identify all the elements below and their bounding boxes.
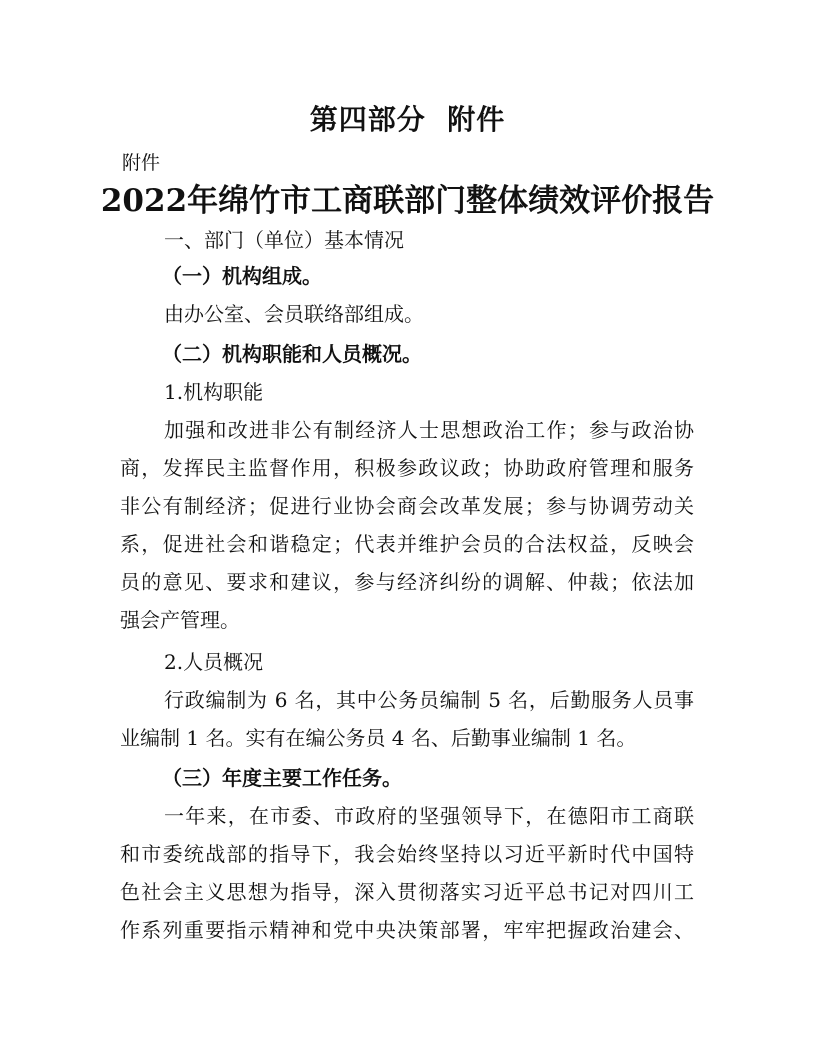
section-heading-basic-info: 一、部门（单位）基本情况: [164, 228, 404, 252]
functions-line: 强会产管理。: [120, 608, 240, 632]
organization-text: 由办公室、会员联络部组成。: [164, 302, 424, 326]
functions-line: 商，发挥民主监督作用，积极参政议政；协助政府管理和服务: [120, 456, 694, 480]
item-label-functions: 1.机构职能: [164, 380, 264, 404]
subsection-heading-functions-staff: （二）机构职能和人员概况。: [162, 342, 422, 366]
tasks-line: 和市委统战部的指导下，我会始终坚持以习近平新时代中国特: [120, 842, 694, 866]
functions-line: 加强和改进非公有制经济人士思想政治工作；参与政治协: [164, 418, 694, 442]
report-title: 2022年绵竹市工商联部门整体绩效评价报告: [100, 183, 715, 219]
staff-line: 行政编制为 6 名，其中公务员编制 5 名，后勤服务人员事: [164, 688, 694, 712]
item-label-staff: 2.人员概况: [164, 650, 264, 674]
functions-line: 非公有制经济；促进行业协会商会改革发展；参与协调劳动关: [120, 494, 694, 518]
tasks-line: 一年来，在市委、市政府的坚强领导下，在德阳市工商联: [164, 804, 694, 828]
subsection-heading-tasks: （三）年度主要工作任务。: [162, 766, 402, 790]
functions-line: 员的意见、要求和建议，参与经济纠纷的调解、仲裁；依法加: [120, 570, 694, 594]
functions-line: 系，促进社会和谐稳定；代表并维护会员的合法权益，反映会: [120, 532, 694, 556]
attachment-label: 附件: [122, 152, 161, 174]
tasks-line: 色社会主义思想为指导，深入贯彻落实习近平总书记对四川工: [120, 880, 694, 904]
subsection-heading-organization: （一）机构组成。: [162, 264, 322, 288]
part-title: 第四部分 附件: [309, 103, 506, 136]
tasks-line: 作系列重要指示精神和党中央决策部署，牢牢把握政治建会、: [120, 918, 694, 942]
staff-line: 业编制 1 名。实有在编公务员 4 名、后勤事业编制 1 名。: [120, 726, 637, 750]
